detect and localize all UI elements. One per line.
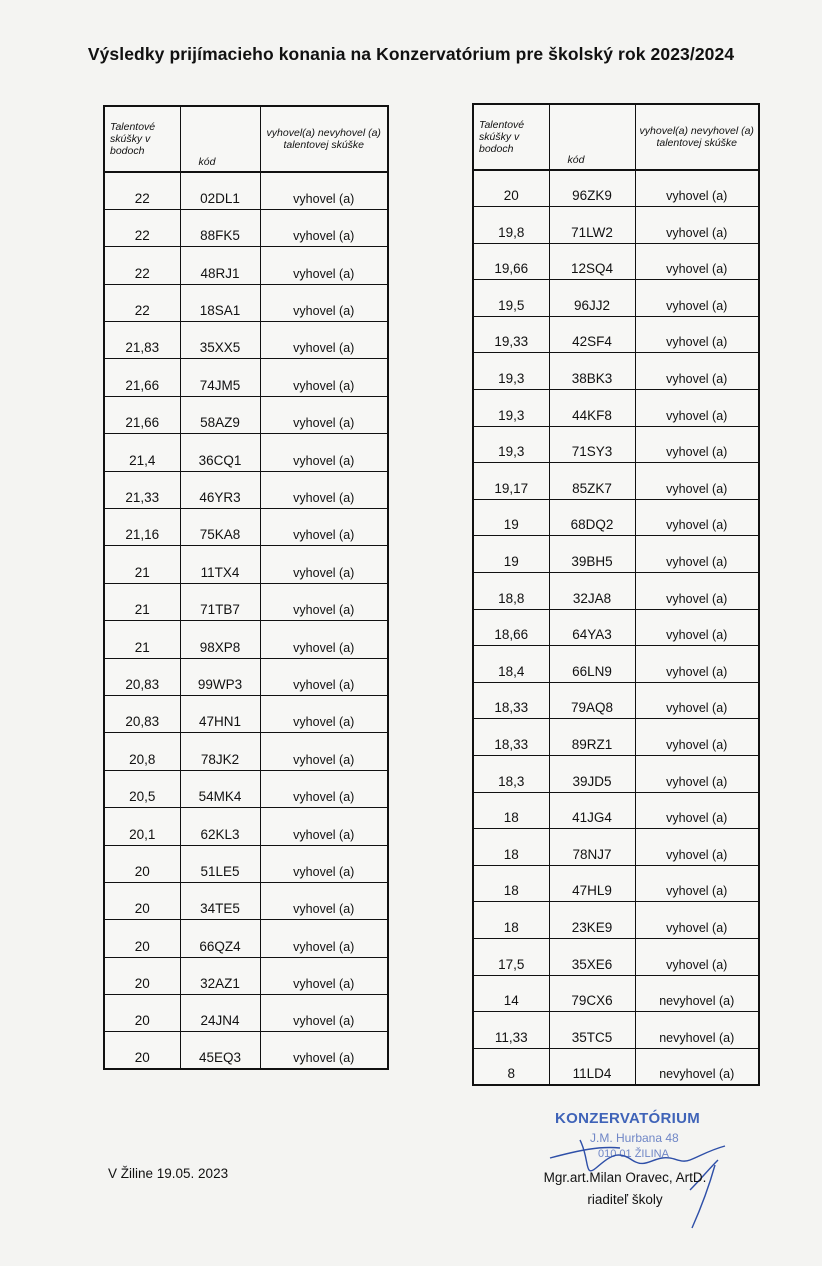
result-cell: vyhovel (a) — [260, 995, 388, 1032]
result-cell: nevyhovel (a) — [635, 975, 759, 1012]
code-column-header: kód — [549, 104, 635, 170]
score-cell: 21 — [104, 621, 180, 658]
table-row — [473, 353, 759, 390]
table-row — [473, 499, 759, 536]
code-cell: 98XP8 — [180, 621, 260, 658]
code-cell: 48RJ1 — [180, 247, 260, 284]
score-cell: 21,4 — [104, 434, 180, 471]
score-cell: 20 — [104, 882, 180, 919]
result-cell: vyhovel (a) — [260, 509, 388, 546]
result-cell: vyhovel (a) — [635, 243, 759, 280]
table-row — [104, 733, 388, 770]
table-row — [473, 1012, 759, 1049]
result-cell: vyhovel (a) — [635, 463, 759, 500]
results-table-left — [103, 105, 389, 1070]
result-cell: vyhovel (a) — [260, 845, 388, 882]
table-header-row — [473, 104, 759, 170]
score-cell: 11,33 — [473, 1012, 549, 1049]
score-cell: 19,3 — [473, 353, 549, 390]
code-cell: 64YA3 — [549, 609, 635, 646]
table-row — [104, 434, 388, 471]
result-cell: vyhovel (a) — [260, 920, 388, 957]
score-cell: 19 — [473, 499, 549, 536]
score-cell: 20,83 — [104, 695, 180, 732]
result-cell: vyhovel (a) — [260, 1032, 388, 1069]
code-cell: 75KA8 — [180, 509, 260, 546]
signer-name: Mgr.art.Milan Oravec, ArtD. — [543, 1170, 707, 1185]
code-cell: 11TX4 — [180, 546, 260, 583]
result-cell: vyhovel (a) — [635, 316, 759, 353]
score-cell: 20 — [104, 995, 180, 1032]
result-cell: vyhovel (a) — [635, 170, 759, 207]
score-cell: 18 — [473, 829, 549, 866]
code-cell: 47HN1 — [180, 695, 260, 732]
table-row — [473, 536, 759, 573]
result-cell: vyhovel (a) — [260, 546, 388, 583]
score-cell: 22 — [104, 209, 180, 246]
score-cell: 21,33 — [104, 471, 180, 508]
result-cell: vyhovel (a) — [260, 172, 388, 209]
result-cell: vyhovel (a) — [260, 621, 388, 658]
result-cell: vyhovel (a) — [635, 902, 759, 939]
score-cell: 19,8 — [473, 207, 549, 244]
result-cell: vyhovel (a) — [260, 359, 388, 396]
score-cell: 22 — [104, 284, 180, 321]
code-cell: 78NJ7 — [549, 829, 635, 866]
score-cell: 20 — [104, 845, 180, 882]
result-cell: vyhovel (a) — [260, 583, 388, 620]
table-row — [473, 975, 759, 1012]
score-cell: 22 — [104, 172, 180, 209]
table-row — [104, 658, 388, 695]
score-cell: 19,5 — [473, 280, 549, 317]
table-row — [104, 808, 388, 845]
score-cell: 21,16 — [104, 509, 180, 546]
table-row — [473, 682, 759, 719]
table-row — [104, 1032, 388, 1069]
result-cell: vyhovel (a) — [260, 471, 388, 508]
code-cell: 58AZ9 — [180, 396, 260, 433]
score-cell: 19,17 — [473, 463, 549, 500]
score-cell: 8 — [473, 1048, 549, 1085]
score-cell: 18,33 — [473, 682, 549, 719]
score-cell: 17,5 — [473, 938, 549, 975]
table-row — [104, 882, 388, 919]
code-cell: 23KE9 — [549, 902, 635, 939]
score-cell: 19,33 — [473, 316, 549, 353]
result-cell: vyhovel (a) — [635, 536, 759, 573]
score-cell: 21 — [104, 546, 180, 583]
score-cell: 21 — [104, 583, 180, 620]
result-cell: vyhovel (a) — [260, 957, 388, 994]
score-cell: 20,5 — [104, 770, 180, 807]
code-cell: 99WP3 — [180, 658, 260, 695]
code-cell: 24JN4 — [180, 995, 260, 1032]
table-row — [473, 573, 759, 610]
code-cell: 02DL1 — [180, 172, 260, 209]
result-cell: vyhovel (a) — [635, 280, 759, 317]
result-cell: vyhovel (a) — [635, 390, 759, 427]
table-row — [473, 646, 759, 683]
result-cell: vyhovel (a) — [635, 609, 759, 646]
table-row — [473, 902, 759, 939]
result-cell: vyhovel (a) — [635, 207, 759, 244]
code-cell: 11LD4 — [549, 1048, 635, 1085]
score-cell: 21,83 — [104, 322, 180, 359]
score-cell: 19 — [473, 536, 549, 573]
code-cell: 66LN9 — [549, 646, 635, 683]
table-row — [104, 957, 388, 994]
result-cell: vyhovel (a) — [635, 938, 759, 975]
code-cell: 62KL3 — [180, 808, 260, 845]
table-row — [473, 609, 759, 646]
result-cell: vyhovel (a) — [260, 695, 388, 732]
score-cell: 22 — [104, 247, 180, 284]
table-header-row — [104, 106, 388, 172]
code-cell: 79CX6 — [549, 975, 635, 1012]
score-cell: 18,8 — [473, 573, 549, 610]
table-row — [104, 509, 388, 546]
score-cell: 20,83 — [104, 658, 180, 695]
score-cell: 20,1 — [104, 808, 180, 845]
table-row — [104, 695, 388, 732]
code-cell: 46YR3 — [180, 471, 260, 508]
score-column-header: Talentové skúšky v bodoch — [473, 104, 549, 170]
code-cell: 89RZ1 — [549, 719, 635, 756]
table-row — [104, 920, 388, 957]
table-row — [104, 770, 388, 807]
score-cell: 18,3 — [473, 756, 549, 793]
result-cell: vyhovel (a) — [635, 682, 759, 719]
table-row — [104, 546, 388, 583]
result-cell: vyhovel (a) — [635, 426, 759, 463]
score-cell: 18,33 — [473, 719, 549, 756]
code-cell: 51LE5 — [180, 845, 260, 882]
table-row — [104, 359, 388, 396]
table-row — [473, 280, 759, 317]
result-cell: vyhovel (a) — [260, 770, 388, 807]
table-row — [473, 390, 759, 427]
code-cell: 71SY3 — [549, 426, 635, 463]
result-cell: vyhovel (a) — [260, 284, 388, 321]
code-cell: 35TC5 — [549, 1012, 635, 1049]
stamp-address: J.M. Hurbana 48 — [590, 1131, 679, 1145]
score-cell: 20 — [473, 170, 549, 207]
score-cell: 18,4 — [473, 646, 549, 683]
result-cell: vyhovel (a) — [260, 322, 388, 359]
result-cell: vyhovel (a) — [260, 434, 388, 471]
result-cell: vyhovel (a) — [260, 209, 388, 246]
result-cell: vyhovel (a) — [260, 247, 388, 284]
score-cell: 19,3 — [473, 426, 549, 463]
code-cell: 42SF4 — [549, 316, 635, 353]
code-cell: 32AZ1 — [180, 957, 260, 994]
school-stamp: KONZERVATÓRIUM — [555, 1110, 701, 1127]
result-column-header: vyhovel(a) nevyhovel (a) talentovej skúške — [635, 104, 759, 170]
table-row — [104, 247, 388, 284]
code-cell: 34TE5 — [180, 882, 260, 919]
code-cell: 44KF8 — [549, 390, 635, 427]
result-cell: vyhovel (a) — [635, 646, 759, 683]
code-column-header: kód — [180, 106, 260, 172]
result-cell: vyhovel (a) — [635, 719, 759, 756]
score-cell: 19,3 — [473, 390, 549, 427]
code-cell: 32JA8 — [549, 573, 635, 610]
score-cell: 21,66 — [104, 396, 180, 433]
table-row — [473, 719, 759, 756]
result-cell: nevyhovel (a) — [635, 1012, 759, 1049]
result-cell: vyhovel (a) — [260, 658, 388, 695]
score-cell: 14 — [473, 975, 549, 1012]
result-cell: nevyhovel (a) — [635, 1048, 759, 1085]
code-cell: 18SA1 — [180, 284, 260, 321]
table-row — [473, 756, 759, 793]
score-cell: 18 — [473, 865, 549, 902]
stamp-city: 010 01 ŽILINA — [598, 1148, 669, 1160]
code-cell: 74JM5 — [180, 359, 260, 396]
code-cell: 85ZK7 — [549, 463, 635, 500]
page-title: Výsledky prijímacieho konania na Konzervatórium pre školský rok 2023/2024 — [87, 44, 735, 64]
result-cell: vyhovel (a) — [260, 396, 388, 433]
code-cell: 88FK5 — [180, 209, 260, 246]
signer-role: riaditeľ školy — [587, 1192, 663, 1207]
code-cell: 36CQ1 — [180, 434, 260, 471]
table-row — [104, 471, 388, 508]
code-cell: 39JD5 — [549, 756, 635, 793]
results-table-right — [472, 103, 760, 1086]
score-cell: 18,66 — [473, 609, 549, 646]
code-cell: 79AQ8 — [549, 682, 635, 719]
score-cell: 19,66 — [473, 243, 549, 280]
place-date: V Žiline 19.05. 2023 — [108, 1166, 229, 1181]
table-row — [473, 426, 759, 463]
code-cell: 78JK2 — [180, 733, 260, 770]
code-cell: 96ZK9 — [549, 170, 635, 207]
result-cell: vyhovel (a) — [635, 499, 759, 536]
table-row — [104, 995, 388, 1032]
result-cell: vyhovel (a) — [635, 756, 759, 793]
code-cell: 54MK4 — [180, 770, 260, 807]
result-cell: vyhovel (a) — [635, 353, 759, 390]
score-cell: 18 — [473, 792, 549, 829]
table-row — [104, 172, 388, 209]
table-row — [104, 284, 388, 321]
table-row — [473, 207, 759, 244]
code-cell: 35XX5 — [180, 322, 260, 359]
score-cell: 18 — [473, 902, 549, 939]
code-cell: 39BH5 — [549, 536, 635, 573]
result-cell: vyhovel (a) — [635, 865, 759, 902]
table-row — [104, 209, 388, 246]
code-cell: 12SQ4 — [549, 243, 635, 280]
code-cell: 71LW2 — [549, 207, 635, 244]
score-cell: 20 — [104, 1032, 180, 1069]
table-row — [473, 1048, 759, 1085]
result-cell: vyhovel (a) — [260, 733, 388, 770]
score-column-header: Talentové skúšky v bodoch — [104, 106, 180, 172]
table-row — [473, 316, 759, 353]
score-cell: 20,8 — [104, 733, 180, 770]
table-row — [473, 243, 759, 280]
table-row — [473, 938, 759, 975]
table-row — [473, 829, 759, 866]
table-row — [473, 792, 759, 829]
table-row — [104, 583, 388, 620]
code-cell: 66QZ4 — [180, 920, 260, 957]
table-row — [473, 865, 759, 902]
code-cell: 35XE6 — [549, 938, 635, 975]
result-cell: vyhovel (a) — [635, 573, 759, 610]
table-row — [473, 463, 759, 500]
table-row — [104, 322, 388, 359]
code-cell: 96JJ2 — [549, 280, 635, 317]
table-row — [104, 396, 388, 433]
table-row — [473, 170, 759, 207]
result-cell: vyhovel (a) — [260, 808, 388, 845]
code-cell: 47HL9 — [549, 865, 635, 902]
result-cell: vyhovel (a) — [260, 882, 388, 919]
code-cell: 41JG4 — [549, 792, 635, 829]
score-cell: 20 — [104, 957, 180, 994]
code-cell: 38BK3 — [549, 353, 635, 390]
table-row — [104, 621, 388, 658]
code-cell: 71TB7 — [180, 583, 260, 620]
score-cell: 20 — [104, 920, 180, 957]
result-column-header: vyhovel(a) nevyhovel (a) talentovej skúške — [260, 106, 388, 172]
table-row — [104, 845, 388, 882]
code-cell: 45EQ3 — [180, 1032, 260, 1069]
code-cell: 68DQ2 — [549, 499, 635, 536]
score-cell: 21,66 — [104, 359, 180, 396]
result-cell: vyhovel (a) — [635, 829, 759, 866]
result-cell: vyhovel (a) — [635, 792, 759, 829]
